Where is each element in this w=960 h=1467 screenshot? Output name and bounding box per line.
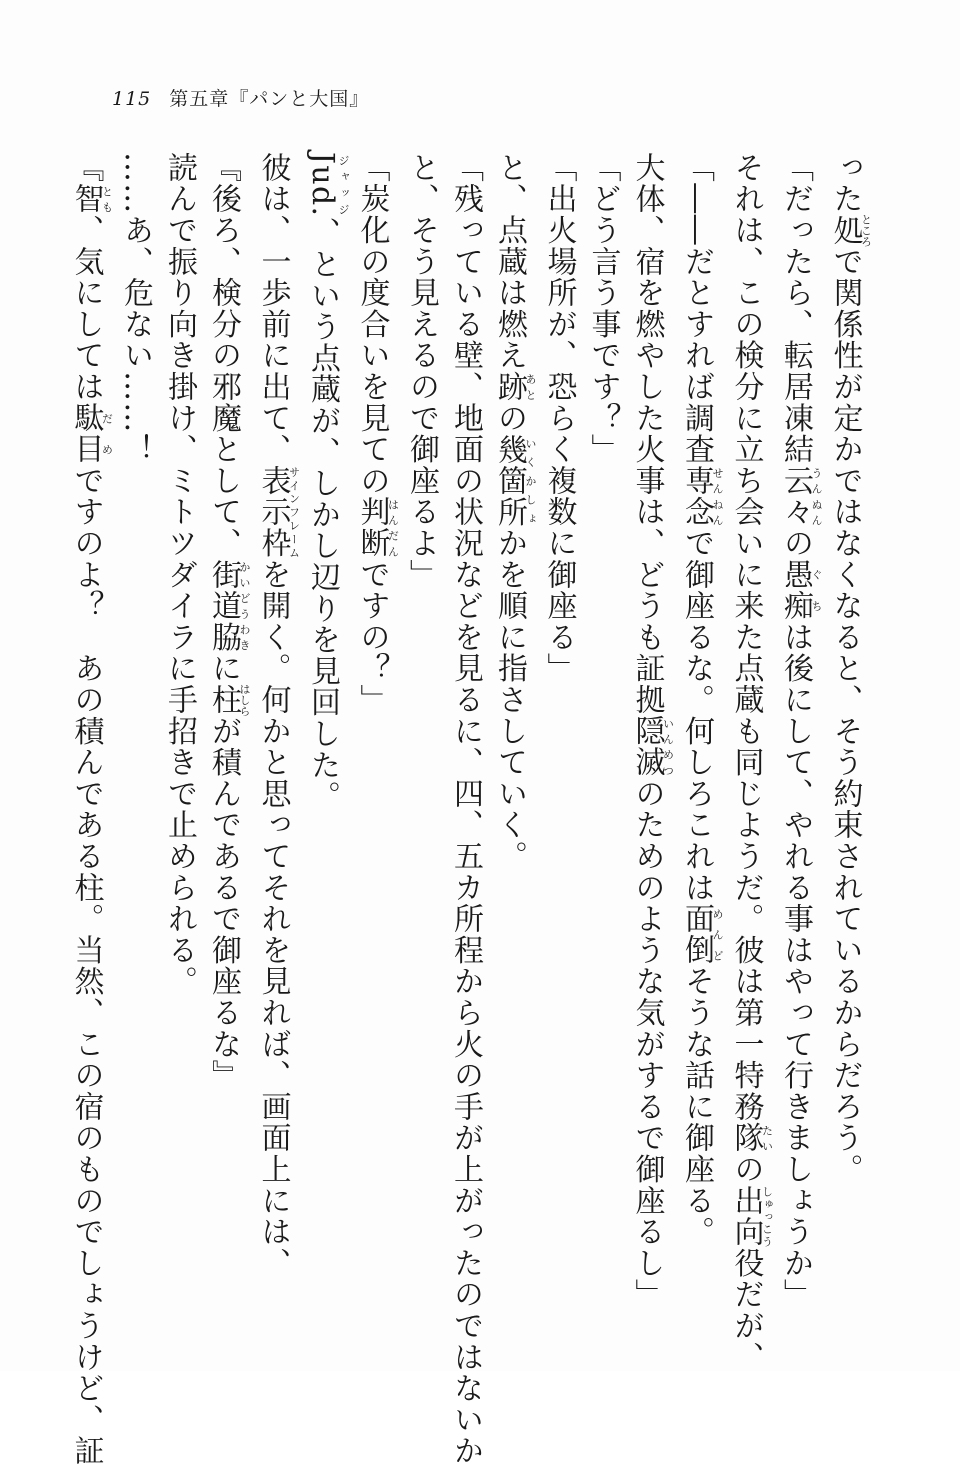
- ruby-annotation: 柱はしら: [206, 683, 251, 717]
- running-head: [112, 84, 369, 111]
- text-run: そうな話に御座る。: [679, 965, 714, 1248]
- ruby-reading: かいどうわき: [238, 558, 251, 653]
- ruby-annotation: 愚痴ぐち: [778, 558, 823, 622]
- text-run: で関係性が定かではなくなると、そう約束されているからだろう。: [827, 245, 863, 1185]
- ruby-reading: はんだん: [386, 496, 400, 559]
- text-run: 『後ろ、検分の邪魔として、: [206, 152, 241, 559]
- text-line: [157, 152, 201, 1292]
- ruby-reading: せんねん: [711, 465, 724, 528]
- ruby-annotation: 表示枠サインフレーム: [255, 465, 301, 559]
- ruby-reading: あと: [524, 371, 537, 403]
- text-line: [581, 152, 625, 1292]
- text-run: 、気にしては: [68, 214, 104, 403]
- text-line: [113, 152, 157, 1292]
- text-run: は後にして、やれる事はやって行きましょうか」: [778, 621, 813, 1311]
- page-number: 115: [112, 88, 152, 110]
- text-run: 彼は、一歩前に出て、: [255, 152, 291, 465]
- ruby-annotation: 隠滅いんめつ: [629, 715, 675, 779]
- text-run: 「炭化の度合いを見ての: [354, 152, 390, 497]
- ruby-annotation: 街道脇かいどうわき: [206, 558, 251, 653]
- text-run: で御座るな。何しろこれは: [679, 527, 714, 904]
- text-run: った: [827, 152, 863, 215]
- ruby-annotation: 幾箇所いくかしょ: [492, 433, 537, 528]
- ruby-reading: しゅっこう: [760, 1184, 774, 1248]
- text-run: の: [728, 1153, 764, 1185]
- text-line: [625, 152, 675, 1311]
- text-run: 「だったら、転居凍結: [778, 152, 813, 465]
- text-line: [487, 152, 537, 1292]
- text-line: [724, 152, 774, 1373]
- text-run: ですの？」: [354, 558, 390, 716]
- text-run: 「――だとすれば調査: [679, 152, 714, 465]
- ruby-annotation: 出向しゅっこう: [728, 1184, 774, 1248]
- ruby-annotation: 智とも: [68, 183, 114, 215]
- text-run: が積んであるで御座るな』: [206, 715, 241, 1092]
- ruby-reading: サインフレーム: [287, 465, 301, 559]
- text-line: [399, 152, 443, 1292]
- text-line: [64, 152, 114, 1467]
- text-run: に: [206, 652, 241, 685]
- ruby-reading: だめ: [100, 402, 114, 466]
- text-run: 、という点蔵が、しかし辺りを見回した。: [305, 217, 340, 812]
- text-run: の: [778, 527, 813, 559]
- text-line: [251, 152, 301, 1292]
- ruby-annotation: 面倒めんど: [679, 903, 724, 966]
- ruby-reading: はしら: [238, 683, 251, 717]
- ruby-reading: ぐち: [810, 558, 823, 622]
- text-run: かを順に指さしていく。: [492, 527, 527, 872]
- ruby-annotation: Jud.ジャッジ: [305, 152, 350, 218]
- chapter-title: 第五章『パンと大国』: [169, 88, 370, 110]
- text-line: [674, 152, 724, 1292]
- text-line: [537, 152, 581, 1292]
- vertical-text-block: [68, 152, 873, 1467]
- ruby-reading: いんめつ: [661, 715, 675, 778]
- text-run: 大体、宿を燃やした火事は、どうも証拠: [629, 152, 665, 716]
- text-line: [773, 152, 823, 1311]
- text-run: 読んで振り向き掛け、ミトツダイラに手招きで止められる。: [162, 152, 197, 998]
- text-line: [823, 152, 873, 1292]
- text-line: [350, 152, 400, 1292]
- ruby-annotation: 隊たい: [728, 1122, 774, 1154]
- ruby-reading: いくかしょ: [524, 433, 537, 528]
- ruby-reading: たい: [760, 1122, 774, 1154]
- text-run: 「どう言う事です？」: [585, 152, 621, 465]
- text-line: [300, 152, 350, 1292]
- ruby-reading: とも: [100, 183, 114, 215]
- text-line: [201, 152, 251, 1292]
- text-line: [443, 152, 487, 1467]
- ruby-annotation: 云々うんぬん: [778, 465, 823, 528]
- text-run: 「残っている壁、地面の状況などを見るに、四、五カ所程から火の手が上がったのではないか: [448, 152, 483, 1467]
- ruby-reading: ジャッジ: [337, 152, 350, 218]
- text-run: ですのよ？ あの積んである柱。当然、この宿のものでしょうけど、証: [68, 465, 104, 1467]
- ruby-annotation: 跡あと: [492, 371, 537, 403]
- ruby-reading: うんぬん: [810, 465, 823, 528]
- text-run: 役だが、: [728, 1247, 764, 1373]
- text-run: と、そう見えるので御座るよ」: [404, 152, 439, 591]
- text-run: 「出火場所が、恐らく複数に御座る」: [541, 152, 577, 685]
- ruby-annotation: 判断はんだん: [354, 496, 400, 559]
- text-run: それは、この検分に立ち会いに来た点蔵も同じようだ。彼は第一特務: [728, 152, 764, 1123]
- text-run: の: [492, 402, 527, 434]
- ruby-reading: めんど: [711, 903, 724, 966]
- text-run: 『: [68, 152, 104, 184]
- text-run: を開く。何かと思ってそれを見れば、画面上には、: [255, 558, 291, 1279]
- text-run: のためのような気がするで御座るし」: [629, 778, 665, 1311]
- text-run: と、点蔵は燃え: [492, 152, 527, 372]
- text-run: ……あ、危ない……！: [118, 152, 153, 465]
- ruby-reading: ところ: [859, 213, 873, 247]
- ruby-annotation: 駄目だめ: [68, 402, 114, 466]
- ruby-annotation: 処ところ: [827, 213, 873, 247]
- ruby-annotation: 専念せんねん: [679, 465, 724, 528]
